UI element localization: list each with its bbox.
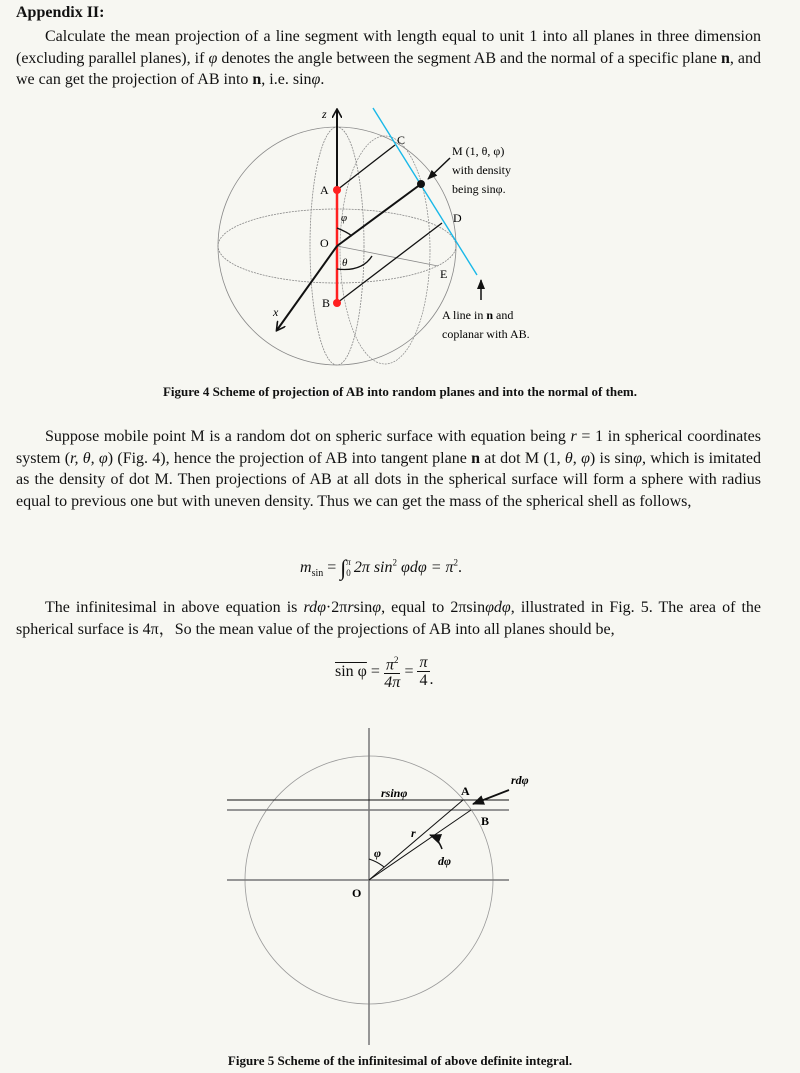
text: , which is imitated as the density of dot M. Then projections of AB at all dots in the spherical surface will form a sphere with radius equal to previous one but with uneven density. Thus we can get the mass of the spherical shell as follows, bbox=[16, 449, 762, 510]
num1: π bbox=[385, 656, 394, 674]
label-b: B bbox=[322, 296, 331, 310]
label-line-1: A line in n and bbox=[442, 308, 514, 322]
eq-body2: φdφ = π bbox=[397, 559, 454, 576]
theta-symbol: θ bbox=[564, 449, 573, 467]
label-phi: φ bbox=[341, 212, 348, 224]
expr: φ bbox=[372, 599, 382, 616]
text: , i.e. sin bbox=[261, 71, 312, 88]
meridian-ellipse-2 bbox=[340, 136, 430, 364]
label-a: A bbox=[320, 183, 329, 197]
radius-oa bbox=[369, 800, 463, 880]
figure-5-caption: Figure 5 Scheme of the infinitesimal of above definite integral. bbox=[227, 1053, 573, 1068]
text: , illustrated in Fig. 5. The area of the spherical surface is 4π，So the mean value of the projections of AB into all planes should be, bbox=[16, 599, 762, 638]
text: Suppose mobile point M is a random dot on spheric surface with equation being bbox=[45, 428, 571, 445]
den1: 4π bbox=[384, 674, 401, 692]
eq-sq2: 2 bbox=[453, 557, 459, 568]
ac-line bbox=[337, 145, 395, 190]
m-pointer-arrow bbox=[428, 158, 450, 179]
eq-sign: = bbox=[400, 662, 418, 680]
phi-arc bbox=[369, 859, 384, 867]
eq-end: . bbox=[458, 559, 463, 576]
num2: π bbox=[419, 654, 428, 672]
phi-symbol: φ bbox=[208, 49, 218, 67]
label-a: A bbox=[461, 784, 470, 798]
text: ) is sin bbox=[589, 449, 634, 467]
label-b: B bbox=[481, 814, 490, 828]
eq-sub: sin bbox=[311, 568, 324, 580]
var-r: r bbox=[570, 428, 577, 445]
phi-symbol: φ bbox=[633, 449, 642, 467]
paragraph-mass bbox=[16, 426, 761, 512]
label-m-line1: M (1, θ, φ) bbox=[452, 144, 505, 158]
text: at dot M (1, bbox=[480, 449, 565, 467]
label-line-2: coplanar with AB. bbox=[442, 327, 530, 341]
label-m-line2: with density bbox=[452, 163, 511, 177]
sq: 2 bbox=[393, 655, 399, 665]
point-b bbox=[333, 299, 341, 307]
label-m-line3: being sinφ. bbox=[452, 182, 506, 196]
coords: r, θ, φ bbox=[70, 449, 108, 467]
text: sin bbox=[353, 599, 373, 616]
label-e: E bbox=[440, 267, 448, 281]
point-m bbox=[417, 180, 425, 188]
lower-limit: 0 bbox=[346, 568, 351, 579]
label-r: r bbox=[411, 826, 416, 840]
phi-symbol: φ bbox=[581, 449, 590, 467]
expr: φdφ bbox=[485, 599, 511, 616]
text: denotes the angle between the segment AB and the normal of a specific plane bbox=[217, 49, 721, 67]
equation-mass bbox=[300, 552, 462, 579]
phi-arc bbox=[337, 228, 352, 236]
text: , bbox=[572, 449, 582, 467]
paragraph-intro bbox=[16, 26, 761, 91]
integral-sign: ∫ bbox=[340, 555, 347, 580]
eq-lhs: sin φ bbox=[335, 662, 367, 680]
paragraph-infinitesimal bbox=[16, 597, 761, 640]
label-x: x bbox=[273, 305, 279, 319]
text: ·2π bbox=[325, 599, 348, 616]
equation-mean bbox=[335, 652, 434, 691]
x-axis bbox=[277, 246, 337, 330]
label-rsinphi: rsinφ bbox=[381, 786, 408, 800]
eq-sq: 2 bbox=[392, 557, 397, 568]
den2: 4 bbox=[419, 672, 428, 690]
eq-sign: = bbox=[323, 559, 341, 576]
text: Calculate the mean projection of a line segment with length equal to unit 1 into all planes in three dimension (excluding parallel planes), if bbox=[16, 28, 761, 67]
rdphi-arrow bbox=[473, 790, 509, 804]
text: , and we can get the projection of AB into bbox=[16, 49, 761, 88]
eq-m: m bbox=[300, 559, 312, 576]
eq-body: 2π sin bbox=[353, 559, 393, 576]
expr: r bbox=[347, 599, 354, 616]
figure-5-diagram bbox=[220, 725, 550, 1050]
label-o: O bbox=[352, 886, 362, 900]
label-theta: θ bbox=[342, 257, 348, 269]
text: = 1 in spherical coordinates system ( bbox=[16, 428, 762, 467]
label-o: O bbox=[320, 236, 329, 250]
plane-n: n bbox=[252, 71, 262, 88]
label-dphi: dφ bbox=[438, 854, 452, 868]
text: ) (Fig. 4), hence the projection of AB into tangent plane bbox=[107, 449, 472, 467]
point-a bbox=[333, 186, 341, 194]
expr: rdφ bbox=[303, 599, 326, 616]
label-rdphi: rdφ bbox=[511, 773, 529, 787]
text: . bbox=[320, 71, 325, 88]
o-e-line bbox=[337, 246, 438, 266]
label-c: C bbox=[397, 133, 406, 147]
phi-symbol: φ bbox=[311, 71, 321, 88]
text: , equal to 2πsin bbox=[381, 599, 486, 616]
radius-ob bbox=[369, 810, 471, 880]
label-z: z bbox=[322, 107, 327, 121]
figure-4-sphere-diagram bbox=[200, 100, 560, 375]
upper-limit: π bbox=[346, 557, 351, 568]
eq-end: . bbox=[429, 670, 434, 688]
om-line bbox=[337, 184, 421, 246]
section-heading: Appendix II: bbox=[16, 4, 105, 21]
plane-n: n bbox=[720, 49, 730, 67]
plane-n: n bbox=[471, 449, 481, 467]
label-d: D bbox=[453, 211, 462, 225]
figure-4-caption: Figure 4 Scheme of projection of AB into random planes and into the normal of them. bbox=[162, 384, 637, 399]
label-phi: φ bbox=[374, 846, 382, 860]
text: The infinitesimal in above equation is bbox=[45, 599, 304, 616]
eq-sign: = bbox=[366, 662, 384, 680]
